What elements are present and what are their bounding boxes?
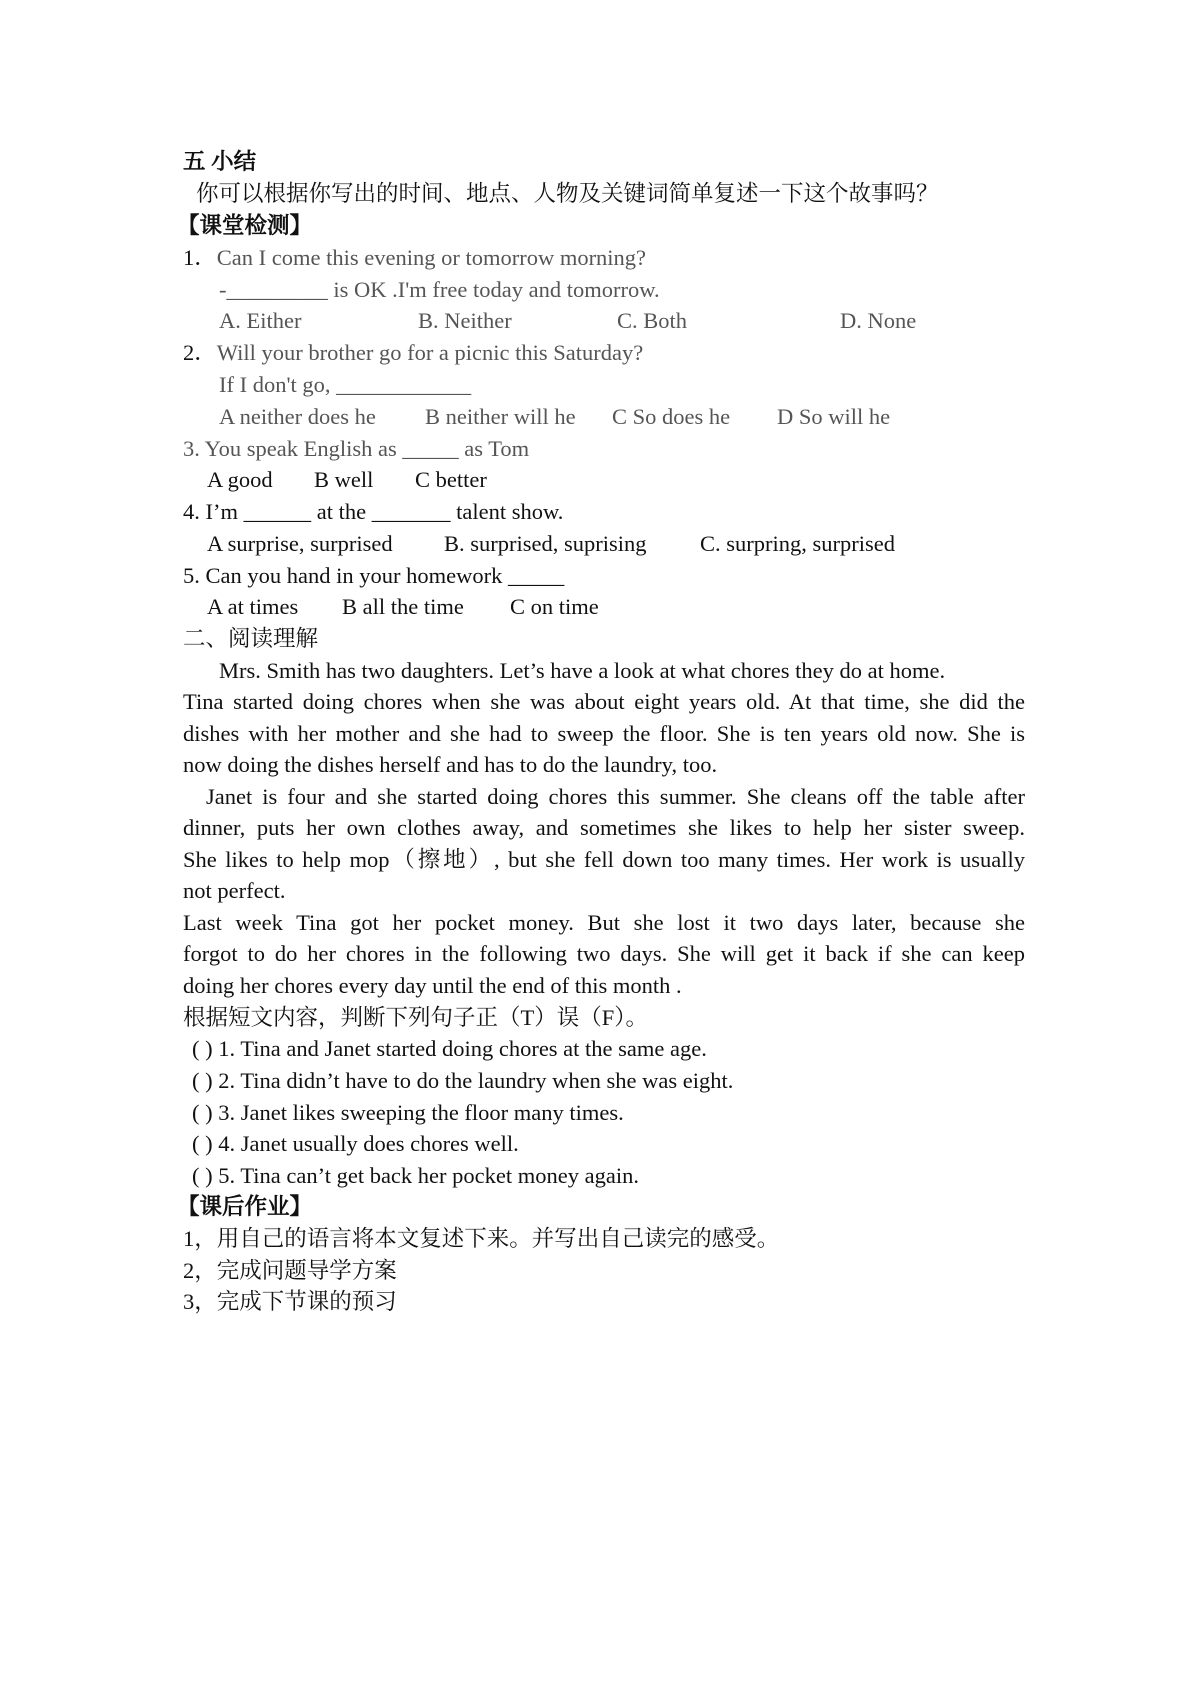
question-text: Will your brother go for a picnic this Saturday? [216,340,644,365]
reading-heading: 二、阅读理解 [183,626,319,651]
homework-item: 2，完成问题导学方案 [183,1258,397,1283]
question-text: Can I come this evening or tomorrow morning? [216,245,647,270]
option-b: B. Neither [418,308,512,333]
passage-line: dinner, puts her own clothes away, and sometimes she likes to help her sister sweep. [183,815,1025,840]
passage-line: Mrs. Smith has two daughters. Let’s have a look at what chores they do at home. [219,658,946,683]
option-b: B neither will he [425,404,576,429]
option-c: C on time [510,594,599,619]
tf-item: ( ) 5. Tina can’t get back her pocket money again. [192,1163,639,1188]
passage-line: doing her chores every day until the end of this month . [183,973,682,998]
question-1-answer: -_________ is OK .I'm free today and tomorrow. [219,277,660,302]
option-d: D So will he [777,404,891,429]
summary-heading: 五 小结 [183,149,257,174]
tf-item: ( ) 2. Tina didn’t have to do the laundry when she was eight. [192,1068,734,1093]
tf-instruction: 根据短文内容，判断下列句子正（T）误（F）。 [183,1005,649,1030]
option-a: A good [207,467,273,492]
option-c: C So does he [612,404,731,429]
option-a: A surprise, surprised [207,531,393,556]
option-c: C better [415,467,487,492]
summary-prompt: 你可以根据你写出的时间、地点、人物及关键词简单复述一下这个故事吗？ [196,181,939,206]
passage-line: Last week Tina got her pocket money. But she lost it two days later, because she [183,910,1025,935]
option-a: A at times [207,594,299,619]
passage-line: She likes to help mop（擦地）, but she fell down too many times. Her work is usually [183,847,1025,872]
question-2 [183,337,643,368]
question-number: 1． [183,245,217,270]
option-d: D. None [840,308,917,333]
option-c: C. surpring, surprised [700,531,895,556]
class-test-heading: 【课堂检测】 [177,213,313,238]
option-b: B. surprised, suprising [444,531,647,556]
homework-item: 1，用自己的语言将本文复述下来。并写出自己读完的感受。 [183,1226,780,1251]
passage-line: dishes with her mother and she had to sweep the floor. She is ten years old now. She is [183,721,1025,746]
question-number: 2． [183,340,217,365]
passage-line: forgot to do her chores in the following two days. She will get it back if she can keep [183,941,1025,966]
question-3: 3. You speak English as _____ as Tom [183,436,530,461]
homework-heading: 【课后作业】 [177,1194,313,1219]
tf-item: ( ) 1. Tina and Janet started doing chores at the same age. [192,1036,707,1061]
passage-line: not perfect. [183,878,286,903]
option-b: B all the time [342,594,464,619]
passage-line: now doing the dishes herself and has to do the laundry, too. [183,752,718,777]
option-a: A neither does he [219,404,376,429]
question-5: 5. Can you hand in your homework _____ [183,563,565,588]
option-c: C. Both [617,308,688,333]
question-4: 4. I’m ______ at the _______ talent show. [183,499,564,524]
question-2-answer: If I don't go, ____________ [219,372,472,397]
option-a: A. Either [219,308,302,333]
question-1 [183,242,646,273]
tf-item: ( ) 4. Janet usually does chores well. [192,1131,519,1156]
passage-line: Tina started doing chores when she was about eight years old. At that time, she did the [183,689,1025,714]
tf-item: ( ) 3. Janet likes sweeping the floor many times. [192,1100,624,1125]
homework-item: 3，完成下节课的预习 [183,1289,397,1314]
option-b: B well [314,467,374,492]
passage-line: Janet is four and she started doing chores this summer. She cleans off the table after [206,784,1025,809]
